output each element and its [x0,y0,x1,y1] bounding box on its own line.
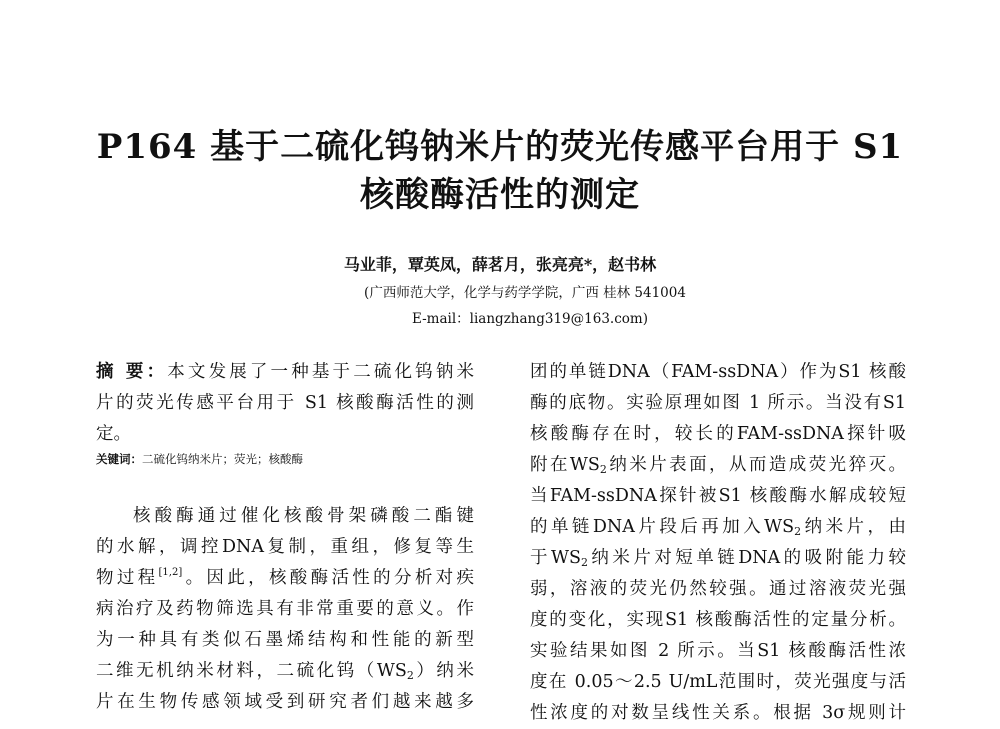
body-text: 于WS [530,548,581,568]
subscript: 2 [580,556,588,569]
body-line-5: 为一种具有类似石墨烯结构和性能的新型 [96,630,474,650]
right-line-6 [530,512,906,543]
body-text: 。因此，核酸酶活性的分析对疾 [182,568,475,588]
subscript: 2 [406,669,414,682]
left-column [96,357,474,718]
right-line-4 [530,450,906,481]
body-line-1: 核酸酶通过催化核酸骨架磷酸二酯键 [133,506,474,526]
right-line-8: 弱，溶液的荧光仍然较强。通过溶液荧光强 [530,579,906,599]
abstract-label: 摘 要： [96,362,168,382]
abstract-line-3: 定。 [96,424,131,444]
body-text: 纳米片，由 [801,517,906,537]
right-line-11: 度在 0.05～2.5 U/mL范围时，荧光强度与活 [530,672,906,692]
body-line-3 [96,563,474,594]
body-text: 物过程 [96,568,159,588]
right-line-7 [530,543,906,574]
body-text: 纳米片对短单链DNA的吸附能力较 [587,548,906,568]
right-column [530,357,906,729]
author-list: 马业菲，覃英凤，薛茗月，张亮亮*，赵书林 [343,255,657,274]
right-line-3: 核酸酶存在时，较长的FAM-ssDNA探针吸 [530,424,906,444]
affiliation: (广西师范大学，化学与药学学院，广西 桂林 541004 [364,285,686,301]
keywords-label: 关键词： [96,452,142,466]
keywords [96,450,474,468]
right-line-9: 度的变化，实现S1 核酸酶活性的定量分析。 [530,610,906,630]
abstract-text-1: 本文发展了一种基于二硫化钨钠米 [167,362,475,382]
keywords-text: 二硫化钨纳米片；荧光；核酸酶 [142,452,303,466]
body-text: 的单链DNA片段后再加入WS [530,517,795,537]
body-text: 纳米片表面，从而造成荧光猝灭。 [606,455,907,475]
abstract-line-1 [96,357,474,388]
right-line-5: 当FAM-ssDNA探针被S1 核酸酶水解成较短 [530,486,906,506]
body-text: 附在WS [530,455,600,475]
right-line-1: 团的单链DNA（FAM-ssDNA）作为S1 核酸 [530,362,906,382]
body-line-4: 病治疗及药物筛选具有非常重要的意义。作 [96,599,474,619]
abstract-line-2: 片的荧光传感平台用于 S1 核酸酶活性的测 [96,393,474,413]
right-line-2: 酶的底物。实验原理如图 1 所示。当没有S1 [530,393,906,413]
body-line-6 [96,656,474,687]
subscript: 2 [599,463,607,476]
body-line-7: 片在生物传感领域受到研究者们越来越多 [96,692,474,712]
email-line: E-mail：liangzhang319@163.com) [412,311,648,327]
citation-ref: [1,2] [158,567,183,578]
right-line-10: 实验结果如图 2 所示。当S1 核酸酶活性浓 [530,641,906,661]
body-text: 二维无机纳米材料，二硫化钨（WS [96,661,407,681]
subscript: 2 [794,525,802,538]
body-line-2: 的水解，调控DNA复制，重组，修复等生 [96,537,474,557]
body-text: ）纳米 [413,661,474,681]
right-line-12: 性浓度的对数呈线性关系。根据 3σ规则计 [530,703,906,723]
paper-title-line-1: P164 基于二硫化钨钠米片的荧光传感平台用于 S1 [96,127,904,167]
paper-title-line-2: 核酸酶活性的测定 [360,175,640,215]
